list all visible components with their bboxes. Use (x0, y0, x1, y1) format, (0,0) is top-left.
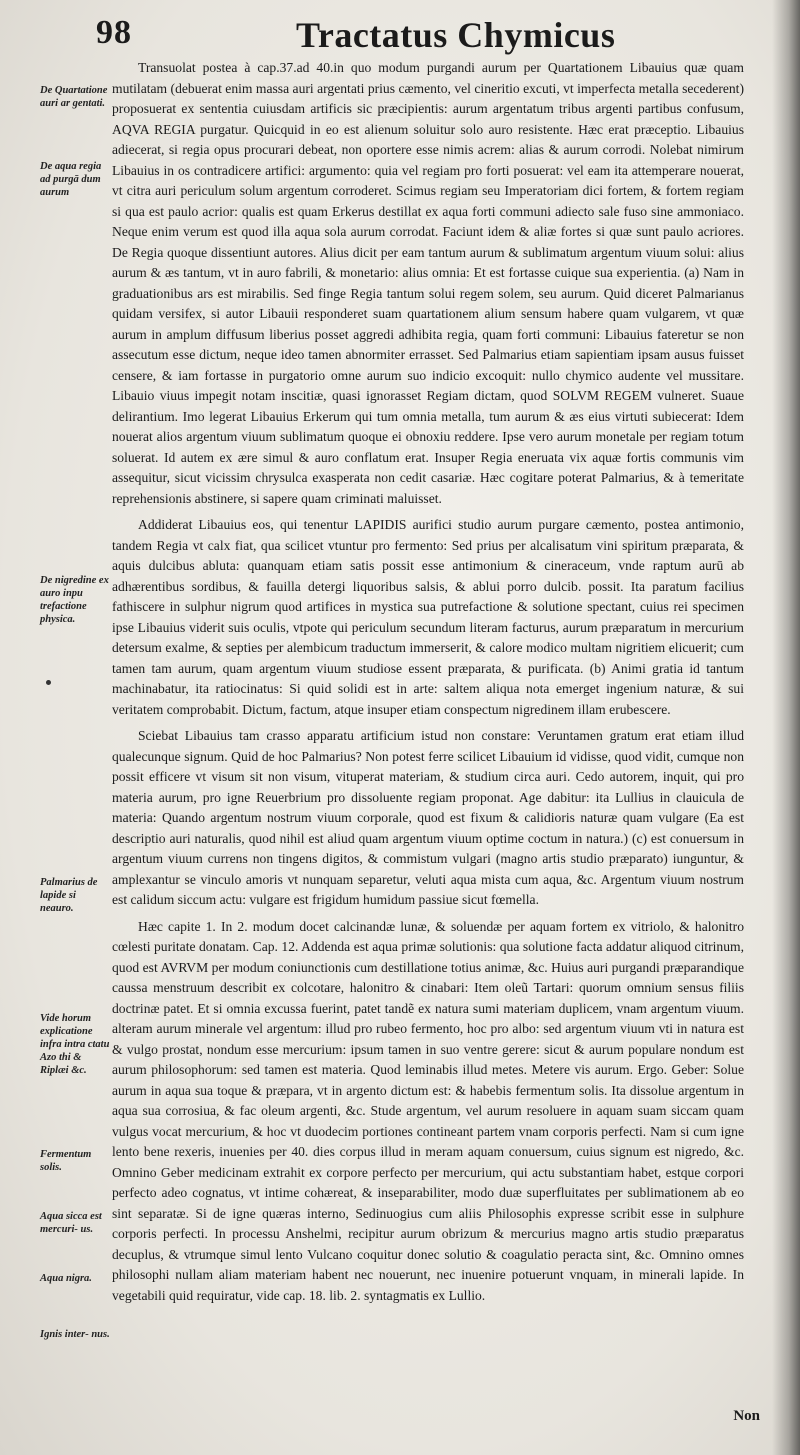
page-gutter-shadow (772, 0, 800, 1455)
margin-mark (46, 680, 51, 685)
margin-note: De aqua regia ad purgā dum aurum (40, 161, 102, 198)
margin-note: De Quartatione auri ar gentati. (40, 85, 108, 109)
paragraph: Hæc capite 1. In 2. modum docet calcinandæ lunæ, & soluendæ per aquam fortem ex vitriolo, & halonitro cœlesti puritate donatam. Cap. 12. Addenda est aqua primæ solutionis: qua solutione facta addatur aliquod citrinum, quod est AVRVM per modum coniunctionis cum destillatione totius animæ, &c. Huius auri purgandi præparandique caussa menstruum describit ex colcotare, halonitro & cinabari: Item oleũ Tartari: quorum omnium sensus filiis doctrinæ patet. Et si omnia excussa fuerint, patet tandẽ ex natura sumi materiam duplicem, vnam argentum viuum. alteram aurum minerale vel argentum: illud pro rubeo fermento, hoc pro albo: sed argentum viuum vti in natura est & vulgo prostat, nondum esse mercurium: ipsum tamen in suo ventre gerere: sicut & aurum populare nondum est aurum philosophorum: sed tamen est materia. Quod leminabis illud metes. Metere vis aurum. Ergo. Geber: Solue aurum in aqua sua toque & præpara, vt in argento dictum est: & habebis fermentum solis. Ita dissolue argentum in aqua sua corrosiua, & fac oleum argenti, &c. Stude argentum, vel aurum resoluere in aquam suam siccam quam vulgus vocat mercurium, & hoc vt duodecim portiones contineant partem vnam corporis perfecti. Nam si cum igne lento bene rexeris, inuenies per 40. dies corpus illud in meram aquam conuersum, cuius signum est nigredo, &c. Omnino Geber medicinam extrahit ex corpore perfecto per mercurium, qui actu substantiam habet, estque corpori perfecto adeo cognatus, vt intime cohæreat, & inseparabiliter, modo duæ superfluitates per sublimationem ab eo sint separatæ. Si de igne quæras interno, Sedinuogius cum aliis Philosophis expresse scribit esse in sulphure corporis perfecti. In processu Anshelmi, recipitur aurum obrizum & mercurius magno artis studio præparatus decuplus, & vtrumque simul lento Vulcano coquitur donec solutio & coagulatio peracta sint, &c. Omnino omnes philosophi nullam aliam materiam habent nec nouerunt, nec inuenire potuerunt vnquam, in minerali lapide. In vegetabili quid requiratur, vide cap. 18. lib. 2. syntagmatis ex Lullio. (112, 918, 744, 1303)
margin-note: Aqua sicca est mercuri- us. (40, 1211, 102, 1235)
body-text (112, 58, 744, 1312)
margin-note: Ignis inter- nus. (40, 1329, 110, 1340)
page-header (96, 14, 736, 62)
margin-note: De nigredine ex auro inpu trefactione physica. (40, 575, 109, 625)
margin-note: Aqua nigra. (40, 1273, 92, 1284)
paragraph: Sciebat Libauius tam crasso apparatu artificium istud non constare: Veruntamen gratum erat etiam illud qualecunque signum. Quid de hoc Palmarius? Non potest ferre scilicet Libauium id vidisse, quod vidit, cumque non possit efficere vt visum sit non visum, vituperat materiam, & studium circa auri. Cedo autorem, inquit, qui pro materia aurum, pro igne Reuerbrium pro dissoluente regiam proponat. Age dabitur: ita Lullius in clauicula de materia: Quando argentum nostrum viuum corporale, quod est fixum & calidioris naturæ quam vulgare (Ea est descriptio auri naturalis, quod nihil est aliud quam argentum viuum optime coctum in natura.) (c) est conuersum in argentum viuum currens non tingens digitos, & commistum vulgari (magno artis studio præparato) iunguntur, & amplexantur se vinculo amoris vt nunquam separetur, veluti aqua mista cum aqua, &c. Argentum viuum nostrum est calidum siccum actu: vulgare est frigidum humidum passiue sicut fœmella. (112, 728, 744, 907)
paragraph: Addiderat Libauius eos, qui tenentur LAPIDIS aurifici studio aurum purgare cæmento, postea antimonio, tandem Regia vt calx fiat, qua scilicet vtuntur pro fermento: Sed prius per alcalisatum vini spiritum præparata, & aquis dulcibus abluta: quanquam etiam satis possit esse antimonium & cineraceum, vnde raptum aurū ab adhærentibus sordibus, & fauilla detergi liquoribus salsis, & ablui porro dulcib. possit. Ita paratum facilius fathiscere in sulphur nigrum quod artifices in mystica sua putrefactione & solutione spectant, cuius rei specimen ipse Libauius viderit suis oculis, vtpote qui periculum secundum literam facturus, aurum præparatum in mercurium detersum exalme, & septies per alembicum traductum immerserit, & calore modico multam nigritiem elicuerit; cum tamen tam aurum, quam argentum viuum studiose essent præparata, & purificata. (b) Animi gratia id tantum machinabatur, ita ratiocinatus: Si quid solidi est in arte: saltem aliqua nota emerget ingenium naturæ, & sui veritatem comprobabit. Dictum, factum, atque insuper etiam conspectum nigredinem illam erubescere. (112, 517, 744, 717)
margin-note: Fermentum solis. (40, 1149, 92, 1173)
catchword: Non (733, 1408, 760, 1424)
margin-note: Vide horum explicatione infra intra ctatu Azo thi & Riplæi &c. (40, 1013, 110, 1076)
paragraph: Transuolat postea à cap.37.ad 40.in quo modum purgandi aurum per Quartationem Libauius quæ quam mutilatam (debuerat enim massa auri argentati prius cæmento, vel cineritio excuti, vt imperfecta metalla secederent) proposuerat ex sententia cuiusdam artificis sic præcipientis: aurum argentatum tribus argenti partibus confusum, AQVA REGIA purgatur. Quicquid in eo est alienum soluitur solo auro resistente. Hæc erat præceptio. Libauius adiecerat, si regia opus procurari debeat, non oportere esse nimis acrem: alias & aurum corrodi. Nolebat nimirum Libauius in os contradicere artifici: argumento: quia vel regiam pro forti posuerat: vel eam ita attemperare nouerat, vt citra auri periculum solum argentum corroderet. Scimus regiam seu Imperatoriam dici fortem, & fortem regiam si qua est paulo acrior: qualis est quam Erkerus destillat ex aqua forti communi adiecto sale fuso sine ammoniaco. Neque enim verum est quod illa aqua sola aurum corrodat. Faciunt idem & aliæ fortes si quæ sunt paulo acriores. De Regia quoque dissentiunt autores. Alius dicit per eam tantum aurum & sublimatum argentum viuum solui: alius aurum & æs tantum, vt in auro fabrili, & monetario: alius omnia: Et est fortasse cuique sua experientia. (a) Nam in graduationibus ars est mirabilis. Sed finge Regia tantum solui regem solem, seu aurum. Quid diceret Palmarianus quidam versifex, si autor Libauii responderet suam quartationem alium sensum habere quam vulgarem, vt quæ aurum in amplum diffusum liberius posset aggredi adhibita regia, quam forti communi: Libauius fateretur se non assecutum esse dictum, neque ideo tamen abnormiter errasset. Sed Palmarius etiam sapientiam ipsam ausus fuisset censere, & iam fortasse in purgatorio omne aurum suo indicio excoquit: nullo chymico audente vel mussitare. Libauio viuus impegit notam inscitiæ, quasi ignorasset Regiam dictam, quod SOLVM REGEM vulneret. Suaue delirantium. Imo legerat Libauius Erkerum qui tum omnia metalla, tum aurum & æs eius virtuti subiecerat: Idem nouerat alios argentum viuum sublimatum quoque ei obnoxiu reddere. Ipse vero aurum monetale per regiam totum soluerat. Id autem ex ære simul & auro conflatum erat. Insuper Regia eneruata vix aquæ fortis communis vim assequitur, sicut vicissim chrysulca exasperata non cedit casariæ. Hæc cogitare poterat Palmarius, & à temeritate reprehensionis abstinere, si sapere quam criminati maluisset. (112, 60, 744, 506)
running-title: Tractatus Chymicus (296, 15, 616, 55)
margin-note: Palmarius de lapide si neauro. (40, 877, 98, 914)
page-number: 98 (96, 14, 132, 51)
